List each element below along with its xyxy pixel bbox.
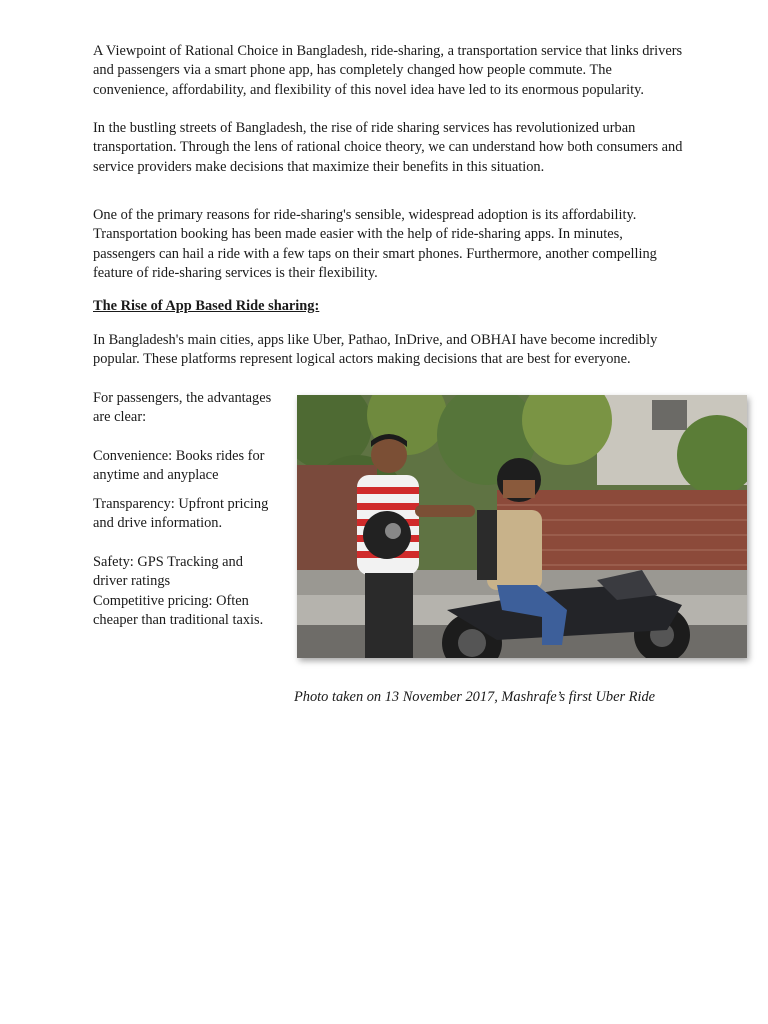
side-text-passengers: For passengers, the advantages are clear:: [93, 390, 272, 426]
section-heading: The Rise of App Based Ride sharing:: [93, 298, 320, 314]
ride-photo-illustration: [297, 395, 747, 658]
side-text-convenience: Convenience: Books rides for anytime and anyplace: [93, 448, 265, 484]
photo-caption: Photo taken on 13 November 2017, Mashrafe’s first Uber Ride: [294, 689, 656, 705]
ride-photo: [297, 395, 747, 658]
intro-paragraph-3: One of the primary reasons for ride-sharing's sensible, widespread adoption is its affordability. Transportation booking has been made easier with the help of ride-sharing apps. In minutes, passengers can hail a ride with a few taps on their smart phones. Furthermore, another compelling feature of ride-sharing services is their flexibility.: [93, 207, 657, 281]
intro-paragraph-1: A Viewpoint of Rational Choice in Bangladesh, ride-sharing, a transportation service that links drivers and passengers via a smart phone app, has completely changed how people commute. The convenience, affordability, and flexibility of this novel idea have led to its enormous popularity.: [93, 43, 683, 98]
side-text-transparency: Transparency: Upfront pricing and drive information.: [93, 496, 269, 532]
body-paragraph-1: In Bangladesh's main cities, apps like Uber, Pathao, InDrive, and OBHAI have become incredibly popular. These platforms represent logical actors making decisions that are best for everyone.: [93, 332, 658, 368]
side-text-pricing: Competitive pricing: Often cheaper than traditional taxis.: [93, 593, 264, 629]
side-text-safety: Safety: GPS Tracking and driver ratings: [93, 554, 243, 590]
intro-paragraph-2: In the bustling streets of Bangladesh, the rise of ride sharing services has revolutionized urban transportation. Through the lens of rational choice theory, we can understand how both consumers and service providers make decisions that maximize their benefits in this situation.: [93, 120, 683, 175]
